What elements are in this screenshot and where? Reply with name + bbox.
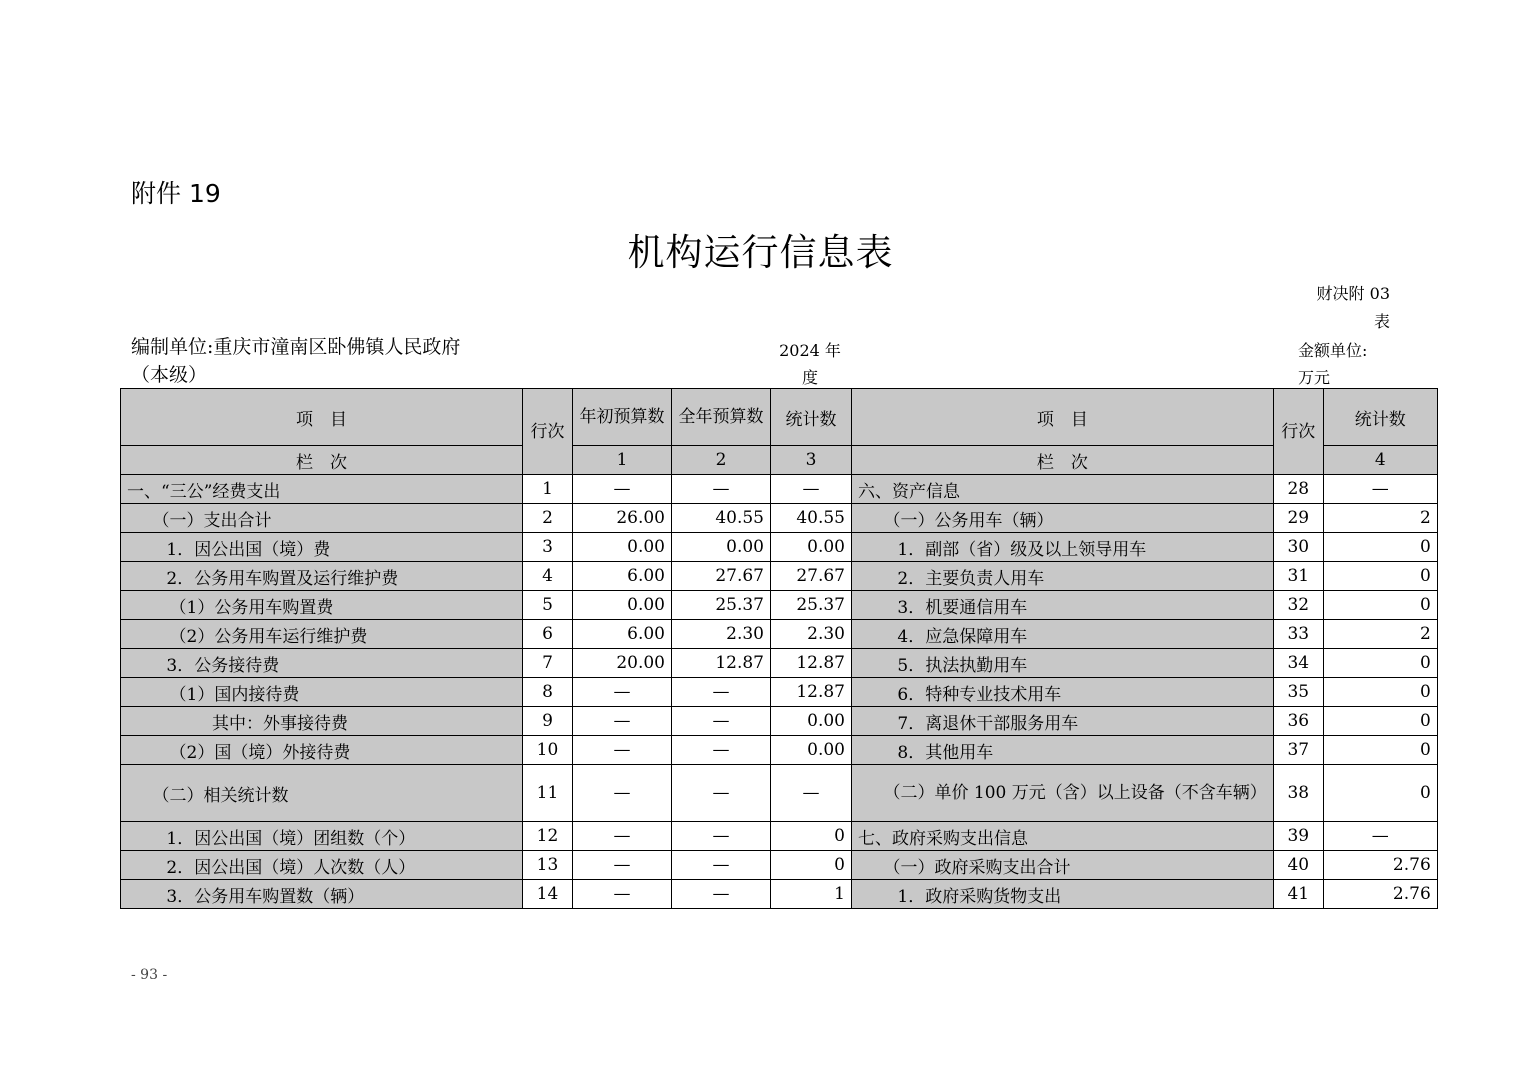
right-row-no: 38: [1273, 765, 1323, 822]
amount-unit: [1298, 337, 1367, 391]
right-row-no: 32: [1273, 591, 1323, 620]
budget-full-value: 40.55: [672, 504, 771, 533]
budget-full-value: —: [672, 851, 771, 880]
table-row: [121, 736, 1438, 765]
right-row-no: 37: [1273, 736, 1323, 765]
left-row-no: 14: [523, 880, 573, 909]
header-budget-initial: 年初预算数: [573, 389, 672, 446]
right-row-no: 34: [1273, 649, 1323, 678]
form-code: 财决附 03: [1316, 284, 1390, 303]
left-item: （2）公务用车运行维护费: [121, 620, 523, 649]
left-item: 其中：外事接待费: [121, 707, 523, 736]
left-item: （一）支出合计: [121, 504, 523, 533]
budget-initial-value: —: [573, 822, 672, 851]
column-label-right: 栏 次: [852, 446, 1274, 475]
budget-initial-value: —: [573, 851, 672, 880]
column-index-4: 4: [1323, 446, 1437, 475]
table-row: [121, 880, 1438, 909]
table-row: [121, 533, 1438, 562]
fiscal-year-line1: 2024 年: [779, 341, 841, 360]
left-row-no: 13: [523, 851, 573, 880]
fiscal-year: [770, 337, 850, 391]
budget-full-value: —: [672, 475, 771, 504]
left-row-no: 1: [523, 475, 573, 504]
budget-initial-value: 0.00: [573, 533, 672, 562]
compiling-unit-line2: （本级）: [131, 364, 208, 386]
table-row: [121, 851, 1438, 880]
stat-value: 1: [771, 880, 852, 909]
right-row-no: 39: [1273, 822, 1323, 851]
budget-full-value: —: [672, 736, 771, 765]
header-item: 项 目: [121, 389, 523, 446]
institution-operation-table: [120, 388, 1438, 909]
right-row-no: 41: [1273, 880, 1323, 909]
budget-initial-value: —: [573, 707, 672, 736]
budget-full-value: —: [672, 707, 771, 736]
left-item: （1）公务用车购置费: [121, 591, 523, 620]
table-row: [121, 822, 1438, 851]
left-item: 1．因公出国（境）费: [121, 533, 523, 562]
table-row: [121, 504, 1438, 533]
table-row: [121, 620, 1438, 649]
header-row-no-right: 行次: [1273, 389, 1323, 475]
right-row-no: 31: [1273, 562, 1323, 591]
page-number: - 93 -: [131, 967, 168, 983]
budget-initial-value: —: [573, 678, 672, 707]
right-stat-value: 2: [1323, 620, 1437, 649]
left-item: 2．因公出国（境）人次数（人）: [121, 851, 523, 880]
budget-initial-value: 26.00: [573, 504, 672, 533]
left-item: 3．公务用车购置数（辆）: [121, 880, 523, 909]
header-budget-full: 全年预算数: [672, 389, 771, 446]
table-row: [121, 591, 1438, 620]
left-row-no: 3: [523, 533, 573, 562]
right-stat-value: 0: [1323, 649, 1437, 678]
budget-full-value: 27.67: [672, 562, 771, 591]
budget-full-value: —: [672, 765, 771, 822]
right-item: 8．其他用车: [852, 736, 1274, 765]
right-row-no: 40: [1273, 851, 1323, 880]
budget-full-value: 2.30: [672, 620, 771, 649]
right-stat-value: 0: [1323, 533, 1437, 562]
right-stat-value: 2: [1323, 504, 1437, 533]
budget-initial-value: 6.00: [573, 562, 672, 591]
table-row: [121, 765, 1438, 822]
left-item: 1．因公出国（境）团组数（个）: [121, 822, 523, 851]
right-row-no: 28: [1273, 475, 1323, 504]
right-stat-value: 0: [1323, 736, 1437, 765]
budget-initial-value: 20.00: [573, 649, 672, 678]
budget-initial-value: —: [573, 880, 672, 909]
left-item: 3．公务接待费: [121, 649, 523, 678]
budget-full-value: —: [672, 880, 771, 909]
stat-value: 40.55: [771, 504, 852, 533]
header-row-no: 行次: [523, 389, 573, 475]
budget-initial-value: —: [573, 765, 672, 822]
right-stat-value: —: [1323, 822, 1437, 851]
left-row-no: 12: [523, 822, 573, 851]
right-row-no: 36: [1273, 707, 1323, 736]
right-stat-value: —: [1323, 475, 1437, 504]
table-row: [121, 649, 1438, 678]
stat-value: 0.00: [771, 736, 852, 765]
column-index-1: 1: [573, 446, 672, 475]
header-stat: 统计数: [771, 389, 852, 446]
form-code-suffix: 表: [1373, 312, 1390, 331]
right-item: 2．主要负责人用车: [852, 562, 1274, 591]
column-index-3: 3: [771, 446, 852, 475]
left-item: （1）国内接待费: [121, 678, 523, 707]
left-row-no: 7: [523, 649, 573, 678]
attachment-label: 附件 19: [131, 179, 221, 208]
left-item: （二）相关统计数: [121, 765, 523, 822]
right-item: （一）政府采购支出合计: [852, 851, 1274, 880]
column-label: 栏 次: [121, 446, 523, 475]
right-item: 4．应急保障用车: [852, 620, 1274, 649]
left-row-no: 4: [523, 562, 573, 591]
header-stat-right: 统计数: [1323, 389, 1437, 446]
stat-value: 25.37: [771, 591, 852, 620]
right-item: 1．政府采购货物支出: [852, 880, 1274, 909]
page-title: 机构运行信息表: [627, 231, 894, 274]
right-row-no: 35: [1273, 678, 1323, 707]
budget-initial-value: —: [573, 475, 672, 504]
stat-value: —: [771, 765, 852, 822]
right-stat-value: 2.76: [1323, 851, 1437, 880]
amount-unit-line1: 金额单位:: [1298, 341, 1368, 360]
table-row: [121, 707, 1438, 736]
stat-value: 12.87: [771, 678, 852, 707]
right-item: （一）公务用车（辆）: [852, 504, 1274, 533]
budget-initial-value: —: [573, 736, 672, 765]
budget-initial-value: 6.00: [573, 620, 672, 649]
header-item-right: 项 目: [852, 389, 1274, 446]
right-item: 3．机要通信用车: [852, 591, 1274, 620]
right-item: 7．离退休干部服务用车: [852, 707, 1274, 736]
right-row-no: 29: [1273, 504, 1323, 533]
right-item: 5．执法执勤用车: [852, 649, 1274, 678]
table-row: [121, 475, 1438, 504]
stat-value: 0.00: [771, 533, 852, 562]
budget-initial-value: 0.00: [573, 591, 672, 620]
table-row: [121, 678, 1438, 707]
right-item: 七、政府采购支出信息: [852, 822, 1274, 851]
stat-value: 0: [771, 822, 852, 851]
budget-full-value: 25.37: [672, 591, 771, 620]
right-item: 6．特种专业技术用车: [852, 678, 1274, 707]
table-header-row: [121, 389, 1438, 446]
compiling-unit-line1: 编制单位:重庆市潼南区卧佛镇人民政府: [131, 336, 461, 358]
right-item: 六、资产信息: [852, 475, 1274, 504]
table-row: [121, 562, 1438, 591]
budget-full-value: 0.00: [672, 533, 771, 562]
left-row-no: 6: [523, 620, 573, 649]
right-item: （二）单价 100 万元（含）以上设备（不含车辆）: [852, 765, 1274, 822]
compiling-unit: [131, 333, 460, 389]
left-row-no: 5: [523, 591, 573, 620]
stat-value: 27.67: [771, 562, 852, 591]
right-stat-value: 2.76: [1323, 880, 1437, 909]
right-stat-value: 0: [1323, 562, 1437, 591]
left-row-no: 8: [523, 678, 573, 707]
column-index-row: [121, 446, 1438, 475]
stat-value: 0: [771, 851, 852, 880]
right-row-no: 33: [1273, 620, 1323, 649]
stat-value: —: [771, 475, 852, 504]
right-stat-value: 0: [1323, 678, 1437, 707]
right-stat-value: 0: [1323, 765, 1437, 822]
right-row-no: 30: [1273, 533, 1323, 562]
amount-unit-line2: 万元: [1298, 368, 1331, 387]
stat-value: 12.87: [771, 649, 852, 678]
left-item: 一、“三公”经费支出: [121, 475, 523, 504]
stat-value: 2.30: [771, 620, 852, 649]
budget-full-value: 12.87: [672, 649, 771, 678]
right-stat-value: 0: [1323, 707, 1437, 736]
budget-full-value: —: [672, 678, 771, 707]
left-item: （2）国（境）外接待费: [121, 736, 523, 765]
left-row-no: 11: [523, 765, 573, 822]
right-stat-value: 0: [1323, 591, 1437, 620]
left-row-no: 10: [523, 736, 573, 765]
fiscal-year-line2: 度: [801, 368, 818, 387]
right-item: 1．副部（省）级及以上领导用车: [852, 533, 1274, 562]
budget-full-value: —: [672, 822, 771, 851]
stat-value: 0.00: [771, 707, 852, 736]
left-item: 2．公务用车购置及运行维护费: [121, 562, 523, 591]
column-index-2: 2: [672, 446, 771, 475]
left-row-no: 2: [523, 504, 573, 533]
left-row-no: 9: [523, 707, 573, 736]
